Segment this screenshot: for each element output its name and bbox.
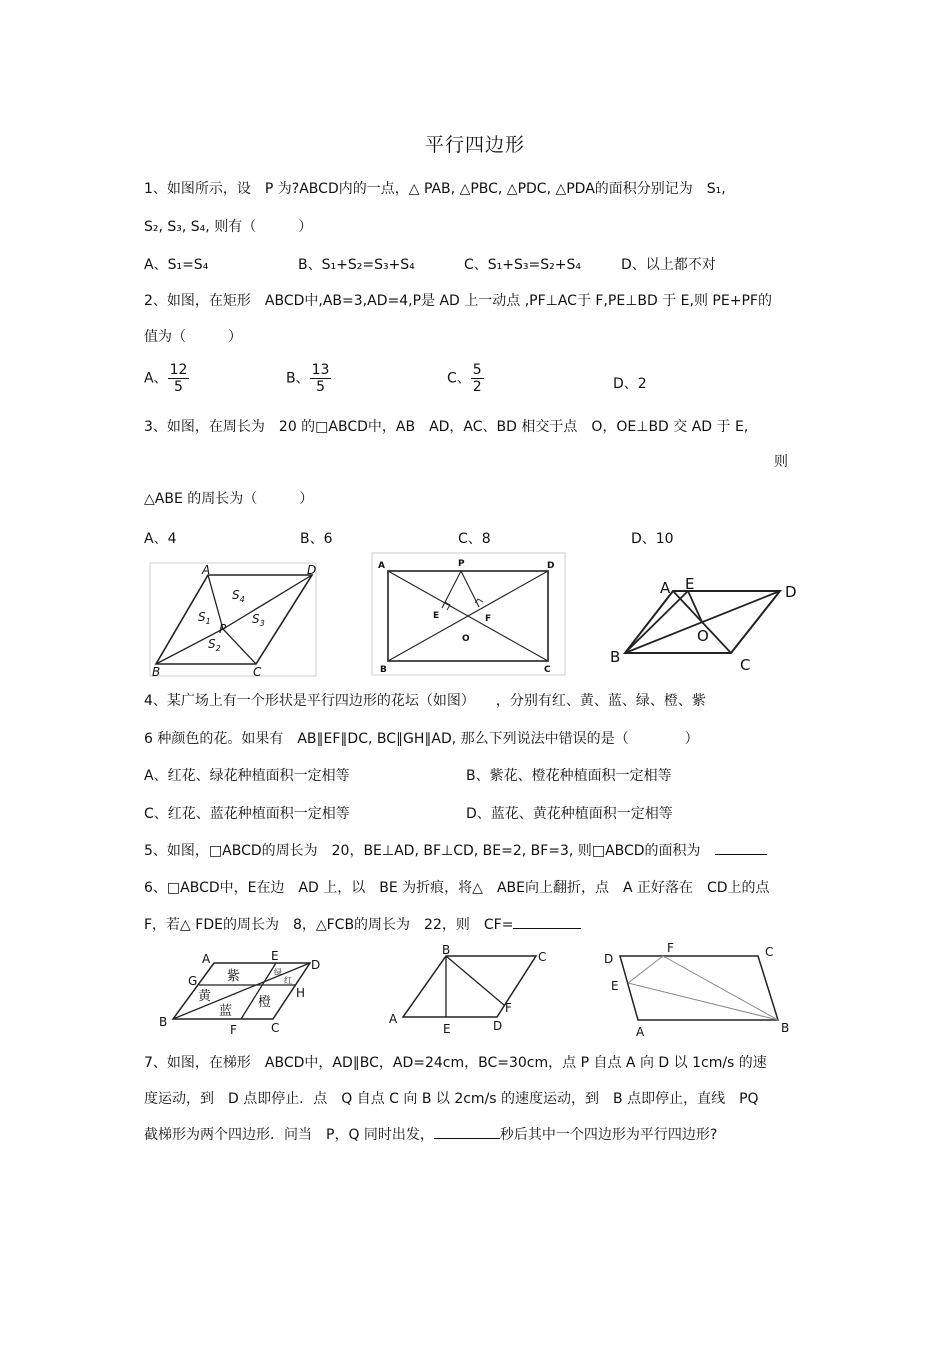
q1-option-d: D、以上都不对 <box>621 257 716 273</box>
figure-2-label-d: D <box>547 561 555 571</box>
figure-2-segment-pe <box>442 571 461 608</box>
figure-3-parallelogram <box>608 573 802 675</box>
q3-option-b: B、6 <box>300 531 333 547</box>
q3-text-ze: 则 <box>774 454 788 470</box>
figure-5-label-e: E <box>443 1022 451 1036</box>
q3-option-c: C、8 <box>458 531 491 547</box>
q3-text-line2: △ABE 的周长为（ ） <box>144 491 314 507</box>
figure-6-label-c: C <box>765 945 774 959</box>
q2-option-c-denominator: 2 <box>472 379 482 395</box>
figure-6-outline <box>620 956 778 1020</box>
q7-text-line3-a: 截梯形为两个四边形．问当 P，Q 同时出发， <box>144 1127 434 1143</box>
q2-option-b <box>286 362 331 395</box>
q7-answer-blank[interactable] <box>434 1138 500 1139</box>
q2-option-a <box>144 362 189 395</box>
q2-option-c-fraction <box>471 362 484 395</box>
figure-4-region-orange: 橙 <box>258 995 272 1010</box>
q2-option-b-fraction <box>310 362 332 395</box>
q3-option-a: A、4 <box>144 531 177 547</box>
figure-3-label-o: O <box>697 627 709 645</box>
q2-option-a-denominator: 5 <box>174 379 183 395</box>
q1-option-a: A、S₁=S₄ <box>144 257 209 273</box>
figure-2-label-p: P <box>458 559 465 569</box>
figure-4-label-d: D <box>311 958 321 972</box>
q4-text-line2: 6 种颜色的花。如果有 AB∥EF∥DC, BC∥GH∥AD, 那么下列说法中错误的是（ ） <box>144 731 699 747</box>
q3-option-d: D、10 <box>631 531 674 547</box>
q7-text-line3-b: 秒后其中一个四边形为平行四边形? <box>499 1127 718 1143</box>
figure-3-label-c: C <box>740 656 751 674</box>
q2-option-b-numerator: 13 <box>311 362 330 378</box>
q2-option-a-prefix: A、 <box>144 370 168 387</box>
figure-4-region-purple: 紫 <box>227 969 241 984</box>
q5-text-body: 5、如图，□ABCD的周长为 20，BE⊥AD, BF⊥CD, BE=2, BF=3, 则□ABCD的面积为 <box>144 843 701 859</box>
figure-3-label-b: B <box>610 648 621 666</box>
figure-3-label-d: D <box>785 583 797 601</box>
figure-4-label-g: G <box>188 974 198 988</box>
q2-option-b-prefix: B、 <box>286 370 310 387</box>
figure-1-label-s4: $S_4$ <box>232 588 245 604</box>
q2-option-d: D、2 <box>613 376 647 392</box>
q1-option-c: C、S₁+S₃=S₂+S₄ <box>464 257 581 273</box>
q2-option-b-denominator: 5 <box>316 379 325 395</box>
q7-text-line3 <box>144 1124 717 1144</box>
figure-4-region-green: 绿 <box>274 968 282 977</box>
figure-6-label-a: A <box>636 1025 645 1039</box>
figure-3-segment-be <box>625 591 688 653</box>
figure-1-label-c: C <box>253 665 262 679</box>
q6-text-line2 <box>144 914 581 934</box>
figure-1-label-a: A <box>202 563 211 577</box>
q1-option-b: B、S₁+S₂=S₃+S₄ <box>298 257 415 273</box>
q1-text-line1: 1、如图所示，设 P 为?ABCD内的一点，△ PAB, △PBC, △PDC, △PDA的面积分别记为 S₁, <box>144 181 726 197</box>
figure-1-frame <box>150 563 316 676</box>
q7-text-line2: 度运动，到 D 点即停止．点 Q 自点 C 向 B 以 2cm/s 的速度运动，到 B 点即停止，直线 PQ <box>144 1091 759 1107</box>
figure-4-label-c: C <box>271 1021 280 1035</box>
q3-text-line1: 3、如图，在周长为 20 的□ABCD中，AB AD，AC、BD 相交于点 O，OE⊥BD 交 AD 于 E, <box>144 419 749 435</box>
figure-1-label-b: B <box>152 665 161 679</box>
figure-5-parallelogram <box>386 942 556 1036</box>
figure-6-label-b: B <box>781 1021 790 1035</box>
figure-1-label-p: P <box>219 622 227 636</box>
q7-text-line1: 7、如图，在梯形 ABCD中，AD∥BC，AD=24cm，BC=30cm，点 P 自点 A 向 D 以 1cm/s 的速 <box>144 1055 767 1071</box>
figure-6-segment-ef <box>628 956 663 983</box>
figure-5-outline <box>403 956 536 1017</box>
figure-4-line-ef <box>241 963 276 1019</box>
figure-3-label-a: A <box>660 579 671 597</box>
q2-option-a-fraction <box>168 362 190 395</box>
q2-option-a-numerator: 12 <box>169 362 188 378</box>
figure-4-label-a: A <box>202 952 211 966</box>
figure-4-label-b: B <box>159 1015 168 1029</box>
figure-5-segment-bf <box>446 956 504 1005</box>
figure-2-label-o: O <box>462 634 470 644</box>
figure-6-label-e: E <box>611 979 619 993</box>
figure-1-label-s2: $S_2$ <box>208 637 221 653</box>
figure-5-label-d: D <box>493 1019 503 1033</box>
q2-option-c-numerator: 5 <box>472 362 482 378</box>
q6-text-line1: 6、□ABCD中，E在边 AD 上，以 BE 为折痕，将△ ABE向上翻折，点 A 正好落在 CD上的点 <box>144 880 770 896</box>
figure-3-label-e: E <box>685 575 695 593</box>
figure-1-label-s3: $S_3$ <box>252 612 265 628</box>
figure-2-label-b: B <box>380 665 387 675</box>
figure-2-label-c: C <box>544 665 551 675</box>
figure-6-segment-be <box>628 983 778 1020</box>
q2-text-line2: 值为（ ） <box>144 329 242 345</box>
figure-6-parallelogram <box>600 938 800 1040</box>
q5-text <box>144 840 767 860</box>
figure-5-label-c: C <box>538 950 547 964</box>
q2-option-c-prefix: C、 <box>447 370 471 387</box>
q6-answer-blank[interactable] <box>513 928 581 929</box>
figure-5-label-b: B <box>442 943 451 957</box>
figure-6-label-f: F <box>667 941 674 955</box>
figure-1-segment-pd <box>223 575 312 629</box>
figure-2-label-e: E <box>433 611 440 621</box>
q4-option-a: A、红花、绿花种植面积一定相等 <box>144 768 350 784</box>
figure-1-label-s1: $S_1$ <box>198 610 211 626</box>
q2-option-c <box>447 362 484 395</box>
q5-answer-blank[interactable] <box>715 854 767 855</box>
figure-1-label-d: D <box>307 563 317 577</box>
figure-4-label-h: H <box>296 986 306 1000</box>
page-title: 平行四边形 <box>424 134 525 156</box>
q2-text-line1: 2、如图，在矩形 ABCD中,AB=3,AD=4,P是 AD 上一动点 ,PF⊥AC于 F,PE⊥BD 于 E,则 PE+PF的 <box>144 293 772 309</box>
figure-4-region-yellow: 黄 <box>198 989 212 1004</box>
figure-2-label-a: A <box>378 561 385 571</box>
figure-5-label-a: A <box>389 1012 398 1026</box>
q4-text-line1: 4、某广场上有一个形状是平行四边形的花坛（如图） ，分别有红、黄、蓝、绿、橙、紫 <box>144 693 706 709</box>
q4-option-c: C、红花、蓝花种植面积一定相等 <box>144 806 350 822</box>
figure-2-rectangle <box>372 553 566 677</box>
figure-4-label-e: E <box>271 949 279 963</box>
q6-text-line2-body: F，若△ FDE的周长为 8，△FCB的周长为 22，则 CF= <box>144 917 514 933</box>
figure-6-label-d: D <box>604 952 614 966</box>
figure-1-parallelogram <box>150 563 318 678</box>
figure-3-segment-eo <box>688 591 702 622</box>
q4-option-d: D、蓝花、黄花种植面积一定相等 <box>466 806 673 822</box>
figure-4-flower-bed <box>156 945 334 1037</box>
figure-4-label-f: F <box>230 1023 237 1037</box>
figure-1-segment-pc <box>223 629 256 664</box>
figure-2-label-f: F <box>485 614 492 624</box>
figure-4-region-red: 红 <box>284 976 292 985</box>
figure-4-region-blue: 蓝 <box>219 1004 233 1019</box>
q1-text-line2: S₂, S₃, S₄, 则有（ ） <box>144 219 313 235</box>
q4-option-b: B、紫花、橙花种植面积一定相等 <box>466 768 672 784</box>
figure-5-label-f: F <box>505 1001 512 1015</box>
